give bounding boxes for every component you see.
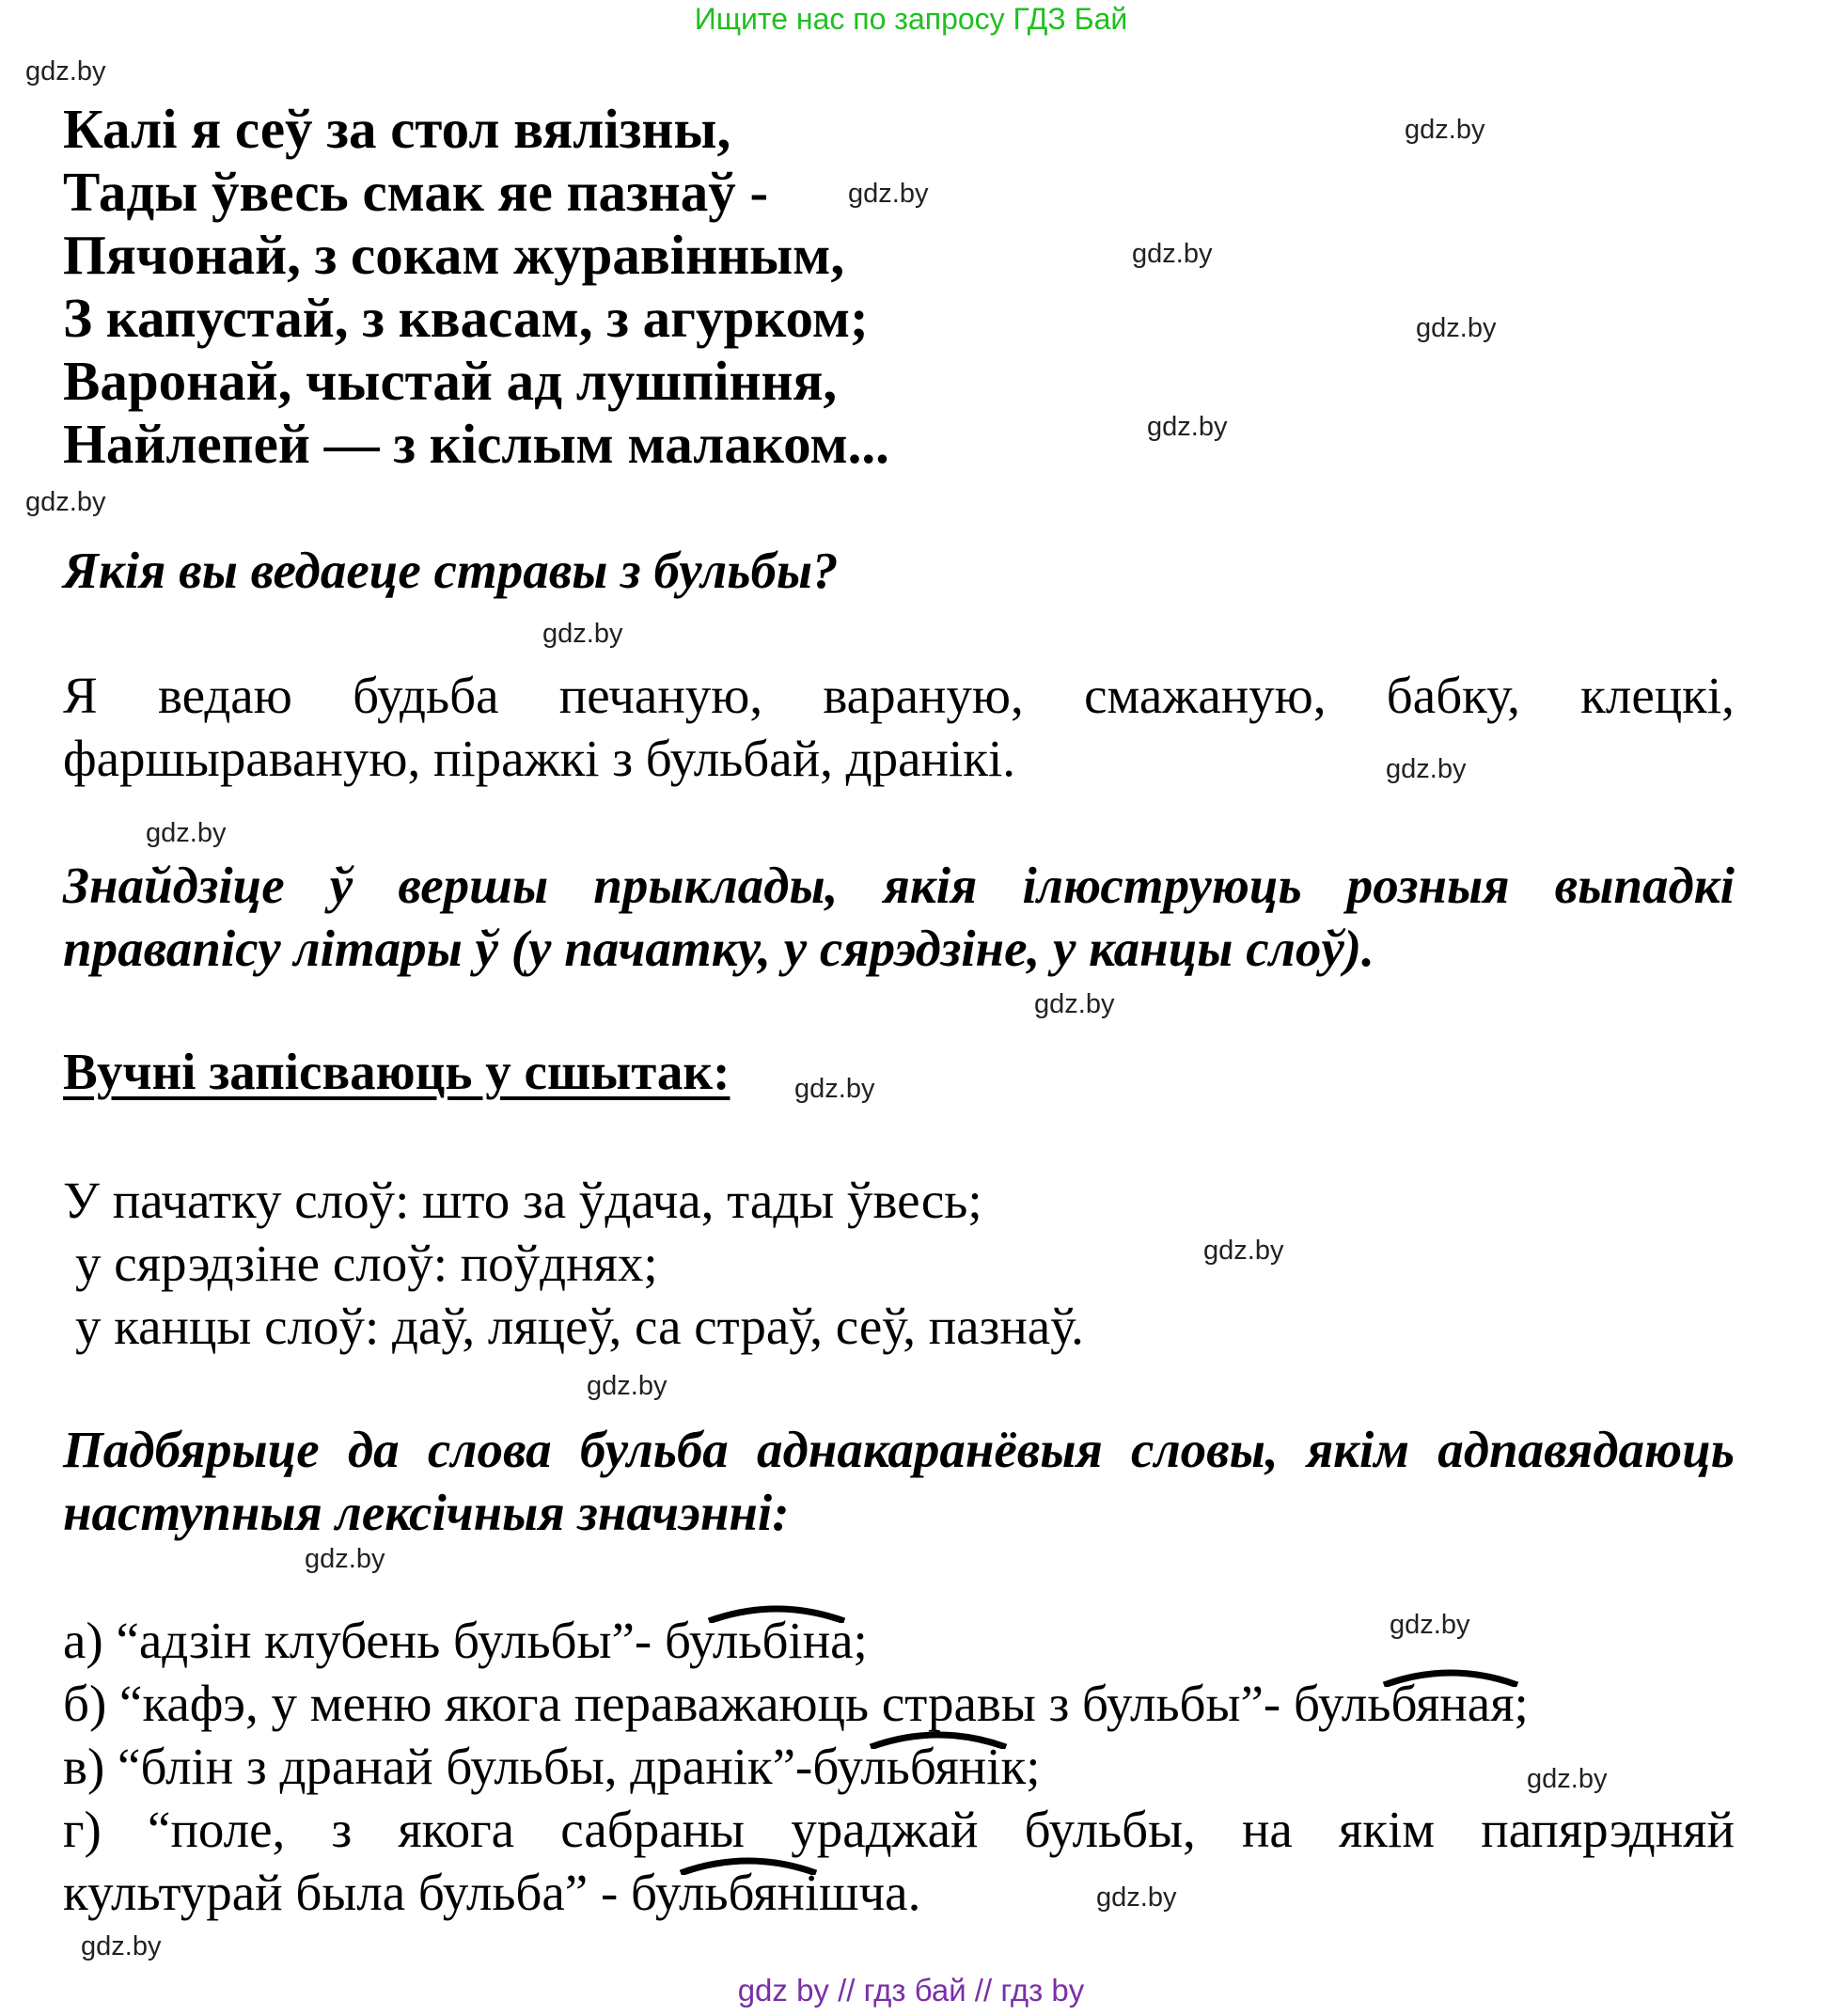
word: бульбы, [1024, 1801, 1196, 1858]
word: Падбярыце [63, 1421, 320, 1478]
answer-item-line-2: культурай была бульба” - бульбянішча. [63, 1864, 921, 1921]
word: будьба [353, 667, 499, 724]
watermark: gdz.by [146, 818, 227, 848]
watermark: gdz.by [1416, 313, 1497, 343]
word: ураджай [791, 1801, 979, 1858]
watermark: gdz.by [1203, 1236, 1284, 1266]
question-3-line-1 [63, 1420, 1735, 1479]
word: ведаю [157, 667, 292, 724]
answer-1-line-1 [63, 666, 1735, 725]
watermark: gdz.by [587, 1371, 668, 1401]
watermark: gdz.by [848, 179, 929, 209]
answer-item: а) “адзін клубень бульбы”- бульбіна; [63, 1612, 868, 1669]
poem-line: Найлепей — з кіслым малаком... [63, 413, 889, 475]
note-line: у канцы слоў: даў, ляцеў, са страў, сеў, пазнаў. [75, 1298, 1084, 1355]
watermark: gdz.by [25, 56, 106, 87]
question-1: Якія вы ведаеце стравы з бульбы? [63, 542, 839, 599]
watermark: gdz.by [1386, 754, 1467, 784]
answer-item: в) “блін з дранай бульбы, дранік”-бульбянік; [63, 1738, 1041, 1795]
watermark: gdz.by [1147, 412, 1228, 442]
word: якім [1306, 1421, 1410, 1478]
watermark: gdz.by [25, 487, 106, 517]
word: сабраны [560, 1801, 746, 1858]
watermark: gdz.by [1096, 1882, 1177, 1913]
watermark: gdz.by [1405, 115, 1485, 145]
word: адпавядаюць [1437, 1421, 1735, 1478]
word: Я [63, 667, 98, 724]
poem-line: Калі я сеў за стол вялізны, [63, 98, 731, 160]
word: прыклады, [593, 857, 839, 914]
footer-links: gdz by // гдз бай // гдз by [737, 1973, 1085, 2008]
word: бабку, [1386, 667, 1520, 724]
word: з [331, 1801, 353, 1858]
note-line: у сярэдзіне слоў: поўднях; [75, 1235, 658, 1292]
section-heading: Вучні запісваюць у сшытак: [63, 1043, 730, 1100]
question-2-line-2: правапісу літары ў (у пачатку, у сярэдзіне, у канцы слоў). [63, 920, 1374, 977]
word: бульба [579, 1421, 729, 1478]
word: печаную, [558, 667, 763, 724]
watermark: gdz.by [305, 1544, 385, 1574]
poem-line: З капустай, з квасам, з агурком; [63, 287, 869, 349]
word: якога [398, 1801, 515, 1858]
watermark: gdz.by [1527, 1764, 1608, 1794]
root-arc-mark [869, 1728, 1008, 1749]
word: клецкі, [1580, 667, 1735, 724]
word: ў [329, 857, 353, 914]
word: вершы [398, 857, 549, 914]
root-arc-mark [679, 1854, 818, 1875]
watermark: gdz.by [542, 619, 623, 649]
watermark: gdz.by [794, 1074, 875, 1104]
poem-line: Варонай, чыстай ад лушпіння, [63, 350, 838, 412]
word: словы, [1131, 1421, 1279, 1478]
poem-line: Тады ўвесь смак яе пазнаў - [63, 161, 769, 223]
root-arc-mark [707, 1602, 846, 1623]
word: смажаную, [1084, 667, 1327, 724]
word: Знайдзіце [63, 857, 285, 914]
word: “поле, [148, 1801, 286, 1858]
word: якія [883, 857, 978, 914]
word: вараную, [823, 667, 1024, 724]
poem-line: Пячонай, з сокам журавінным, [63, 224, 845, 286]
word: выпадкі [1554, 857, 1735, 914]
poem [63, 98, 889, 476]
word: слова [427, 1421, 552, 1478]
answer-1-line-2: фаршыраваную, піражкі з бульбай, дранікі. [63, 730, 1015, 787]
watermark: gdz.by [1390, 1610, 1470, 1640]
word: ілюструюць [1022, 857, 1302, 914]
answer-item-line-1 [63, 1800, 1735, 1859]
word: г) [63, 1801, 102, 1858]
watermark: gdz.by [81, 1931, 162, 1961]
question-3-line-2: наступныя лексічныя значэнні: [63, 1484, 790, 1541]
question-2-line-1 [63, 856, 1735, 915]
word: да [347, 1421, 400, 1478]
watermark: gdz.by [1132, 239, 1213, 269]
word: на [1241, 1801, 1293, 1858]
top-banner: Ищите нас по запросу ГДЗ Бай [694, 2, 1128, 36]
word: розныя [1346, 857, 1510, 914]
root-arc-mark [1382, 1666, 1519, 1687]
word: аднакаранёвыя [757, 1421, 1103, 1478]
watermark: gdz.by [1034, 989, 1115, 1019]
note-line: У пачатку слоў: што за ўдача, тады ўвесь; [63, 1172, 982, 1229]
word: папярэдняй [1481, 1801, 1735, 1858]
word: якім [1339, 1801, 1436, 1858]
answer-item: б) “кафэ, у меню якога пераважаюць стравы з бульбы”- бульбяная; [63, 1675, 1529, 1732]
